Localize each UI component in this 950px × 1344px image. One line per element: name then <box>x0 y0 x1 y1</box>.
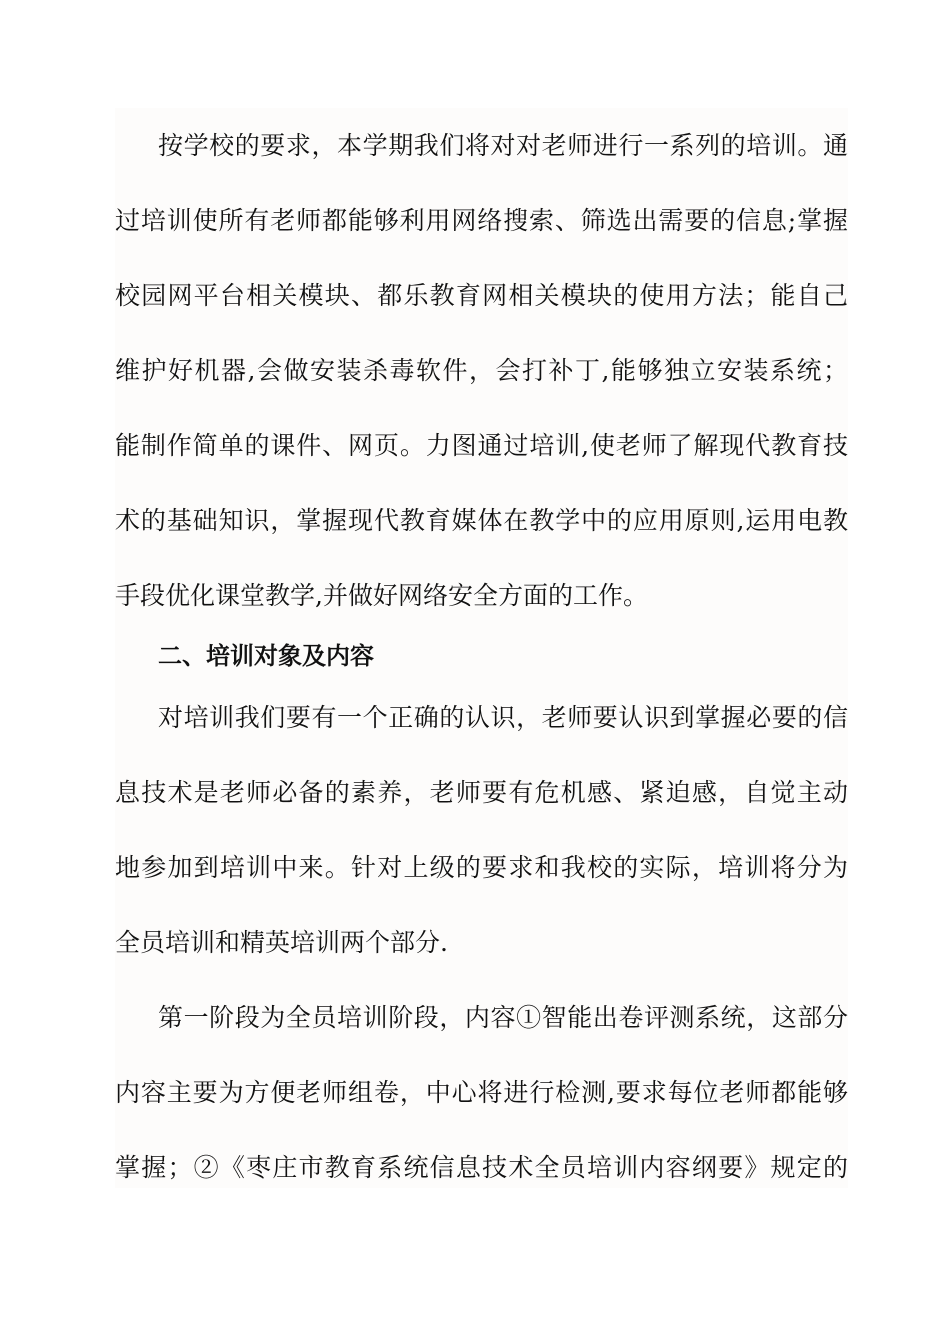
paragraph-line: 全员培训和精英培训两个部分. <box>115 928 448 957</box>
paragraph-line: 掌握；②《枣庄市教育系统信息技术全员培训内容纲要》规定的 <box>115 1153 848 1182</box>
paragraph-line: 对培训我们要有一个正确的认识，老师要认识到掌握必要的信 <box>158 703 848 732</box>
paragraph-line: 地参加到培训中来。针对上级的要求和我校的实际，培训将分为 <box>115 853 848 882</box>
paragraph-line: 过培训使所有老师都能够利用网络搜索、筛选出需要的信息;掌握 <box>115 206 848 235</box>
paragraph-line: 按学校的要求，本学期我们将对对老师进行一系列的培训。通 <box>158 131 848 160</box>
section-heading: 二、培训对象及内容 <box>158 642 374 670</box>
paragraph-line: 第一阶段为全员培训阶段，内容①智能出卷评测系统，这部分 <box>158 1003 848 1032</box>
paragraph-line: 术的基础知识，掌握现代教育媒体在教学中的应用原则,运用电教 <box>115 506 848 535</box>
document-body <box>115 108 848 1188</box>
paragraph-line: 息技术是老师必备的素养，老师要有危机感、紧迫感，自觉主动 <box>115 778 848 807</box>
paragraph-line: 内容主要为方便老师组卷，中心将进行检测,要求每位老师都能够 <box>115 1078 848 1107</box>
paragraph-line: 手段优化课堂教学,并做好网络安全方面的工作。 <box>115 581 648 610</box>
paragraph-line: 能制作简单的课件、网页。力图通过培训,使老师了解现代教育技 <box>115 431 848 460</box>
paragraph-line: 维护好机器,会做安装杀毒软件，会打补丁,能够独立安装系统； <box>115 356 848 385</box>
paragraph-line: 校园网平台相关模块、都乐教育网相关模块的使用方法；能自己 <box>115 281 848 310</box>
